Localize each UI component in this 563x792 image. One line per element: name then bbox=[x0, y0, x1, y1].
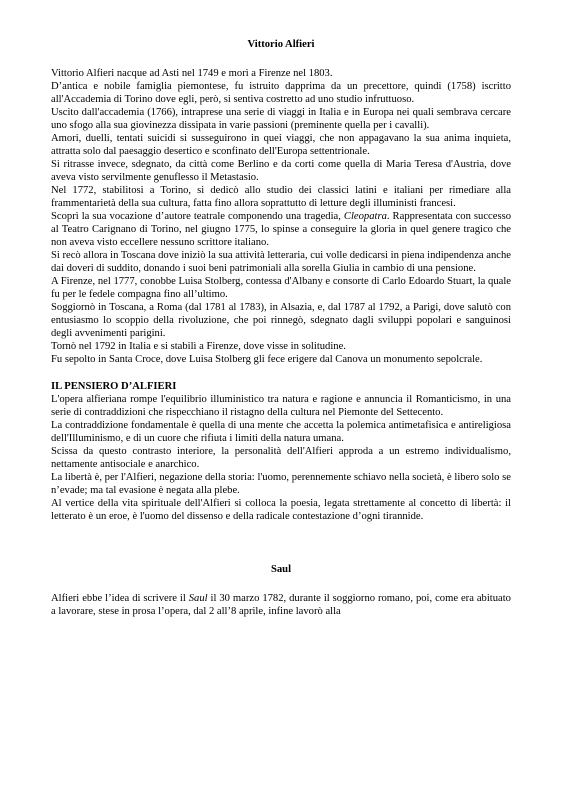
bio-paragraph: Si recò allora in Toscana dove iniziò la sua attività letteraria, cui volle dedicarsi in piena indipendenza anche dai doveri di suddito, donando i suoi beni patrimoniali alla sorella Giulia in cambio di una pensione. bbox=[51, 250, 511, 274]
cleopatra-title-italic: Cleopatra bbox=[343, 211, 387, 222]
cleopatra-text-before: Scoprì la sua vocazione d’autore teatrale componendo una tragedia, bbox=[51, 211, 344, 222]
saul-text-after: il 30 marzo 1782, durante il soggiorno romano, poi, come era abituato a lavorare, stese in prosa l’opera, dal 2 all’8 aprile, infine lavorò alla bbox=[51, 593, 511, 617]
bio-paragraph: A Firenze, nel 1777, conobbe Luisa Stolberg, contessa d'Albany e consorte di Carlo Edoardo Stuart, la quale fu per le fedele compagna fino all’ultimo. bbox=[51, 276, 511, 300]
saul-text-before: Alfieri ebbe l’idea di scrivere il bbox=[51, 593, 189, 604]
saul-title: Saul bbox=[270, 564, 292, 575]
thought-paragraph: L'opera alfieriana rompe l'equilibrio illuministico tra natura e ragione e annuncia il Romanticismo, in una serie di contraddizioni che rispecchiano il ristagno della cultura nel Piemonte del Settecento. bbox=[51, 394, 511, 418]
cleopatra-text-after: . Rappresentata con successo al Teatro Carignano di Torino, nel giugno 1775, lo spinse a conseguire la gloria in quel genere tragico che non aveva visto eccellere nessuno scrittore italiano. bbox=[51, 211, 511, 248]
cleopatra-paragraph bbox=[51, 210, 511, 249]
bio-paragraph: Vittorio Alfieri nacque ad Asti nel 1749 e morì a Firenze nel 1803. bbox=[51, 68, 333, 79]
bio-paragraph: Soggiornò in Toscana, a Roma (dal 1781 al 1783), in Alsazia, e, dal 1787 al 1792, a Parigi, dove salutò con entusiasmo lo scoppio della rivoluzione, che poi rinnegò, sdegnato dagli sviluppi popolari e sanguinosi degli avvenimenti parigini. bbox=[51, 302, 511, 339]
bio-paragraph: Uscito dall'accademia (1766), intraprese una serie di viaggi in Italia e in Europa nei quali sembrava cercare uno sfogo alla sua giovinezza dissipata in varie passioni (preminente quella per i cavalli). bbox=[51, 107, 511, 131]
thought-paragraph: La libertà è, per l'Alfieri, negazione della storia: l'uomo, perennemente schiavo nella società, è libero solo se n’evade; ma tal evasione è negata alla plebe. bbox=[51, 472, 511, 496]
saul-paragraph bbox=[51, 592, 511, 618]
bio-paragraph: D’antica e nobile famiglia piemontese, fu istruito dapprima da un precettore, quindi (1758) iscritto all'Accademia di Torino dove egli, però, si sentiva costretto ad uno studio infruttuoso. bbox=[51, 81, 511, 105]
saul-title-italic: Saul bbox=[188, 593, 208, 604]
thought-paragraph: Al vertice della vita spirituale dell'Alfieri si colloca la poesia, legata strettamente al concetto di libertà: il letterato è un eroe, è l'uomo del dissenso e della radicale contestazione d’ogni tirannide. bbox=[51, 498, 511, 522]
document-page bbox=[51, 38, 511, 618]
document-title: Vittorio Alfieri bbox=[247, 39, 315, 50]
thought-paragraph: Scissa da questo contrasto interiore, la personalità dell'Alfieri approda a un estremo individualismo, nettamente antisociale e anarchico. bbox=[51, 446, 511, 470]
bio-paragraph: Amori, duelli, tentati suicidi si susseguirono in quei viaggi, che non appagavano la sua anima inquieta, attratta solo dal paesaggio desertico e sconfinato dell'Europa settentrionale. bbox=[51, 133, 511, 157]
bio-paragraph: Tornò nel 1792 in Italia e si stabilì a Firenze, dove visse in solitudine. bbox=[51, 341, 346, 352]
section-heading-pensiero: IL PENSIERO D’ALFIERI bbox=[51, 381, 177, 392]
bio-paragraph: Nel 1772, stabilitosi a Torino, si dedicò allo studio dei classici latini e italiani per rimediare alla frammentarietà della sua cultura, fatta fino allora soprattutto di letture degli illuministi francesi. bbox=[51, 185, 511, 209]
thought-paragraph: La contraddizione fondamentale è quella di una mente che accetta la polemica antimetafisica e antireligiosa dell'Illuminismo, e di un cuore che rifiuta i limiti della natura umana. bbox=[51, 420, 511, 444]
bio-paragraph: Si ritrasse invece, sdegnato, da città come Berlino e da corti come quella di Maria Teresa d'Austria, dove aveva visto servilmente genuflesso il Metastasio. bbox=[51, 159, 511, 183]
bio-paragraph: Fu sepolto in Santa Croce, dove Luisa Stolberg gli fece erigere dal Canova un monumento sepolcrale. bbox=[51, 354, 483, 365]
